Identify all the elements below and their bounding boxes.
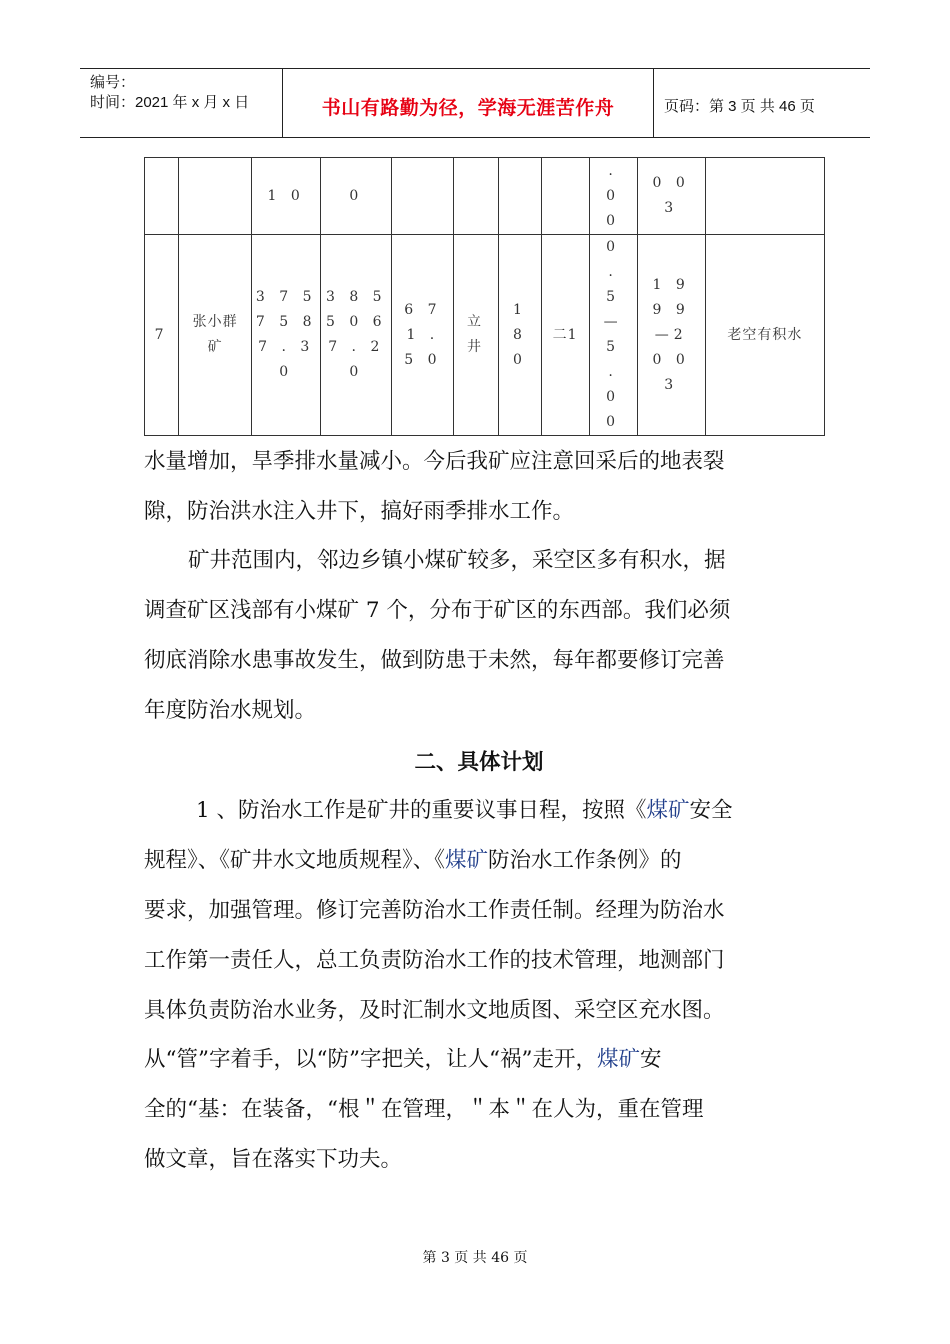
paragraph-line: 调查矿区浅部有小煤矿 7 个，分布于矿区的东西部。我们必须 <box>144 598 731 623</box>
table-cell: 0 . 5 — 5 . 0 0 <box>589 235 637 436</box>
header-page-cell <box>654 69 870 137</box>
table-cell: 7 <box>145 235 179 436</box>
table-cell: 1 8 0 <box>499 235 541 436</box>
table-cell <box>499 158 541 235</box>
page-header <box>80 68 870 138</box>
table-cell: 3 7 5 7 5 8 7 . 3 0 <box>252 235 321 436</box>
paragraph-line: 1 、防治水工作是矿井的重要议事日程，按照《煤矿安全 <box>196 798 733 823</box>
paragraph-line: 矿井范围内，邻边乡镇小煤矿较多，采空区多有积水，据 <box>188 548 726 573</box>
table-cell: . 0 0 <box>589 158 637 235</box>
paragraph-line: 具体负责防治水业务，及时汇制水文地质图、采空区充水图。 <box>144 998 725 1023</box>
paragraph-line: 规程》、《矿井水文地质规程》、《煤矿防治水工作条例》的 <box>144 848 682 873</box>
table-cell <box>179 158 252 235</box>
header-motto-cell <box>283 69 654 137</box>
paragraph-line: 要求，加强管理。修订完善防治水工作责任制。经理为防治水 <box>144 898 725 923</box>
coal-mine-link[interactable]: 煤矿 <box>646 798 690 823</box>
table-row <box>145 158 825 235</box>
paragraph-line: 水量增加，旱季排水量减小。今后我矿应注意回采后的地表裂 <box>144 449 725 474</box>
page-number-label: 页码：第 3 页 共 46 页 <box>664 98 815 115</box>
table-cell: 0 0 3 <box>637 158 705 235</box>
number-label: 编号： <box>90 74 136 91</box>
table-cell: 张小群 矿 <box>179 235 252 436</box>
table-cell <box>145 158 179 235</box>
paragraph-line: 工作第一责任人，总工负责防治水工作的技术管理，地测部门 <box>144 948 725 973</box>
paragraph-line: 年度防治水规划。 <box>144 698 317 723</box>
table-cell <box>454 158 499 235</box>
table-cell: 立 井 <box>454 235 499 436</box>
table-cell: 二1 <box>541 235 589 436</box>
mine-table <box>144 157 825 436</box>
paragraph-line: 隙，防治洪水注入井下，搞好雨季排水工作。 <box>144 499 575 524</box>
table-cell <box>541 158 589 235</box>
table-cell: 0 <box>321 158 392 235</box>
table-cell: 1 0 <box>252 158 321 235</box>
header-meta-cell <box>80 69 283 137</box>
table-row <box>145 235 825 436</box>
paragraph-line: 全的“基：在装备，“根＂在管理，＂本＂在人为，重在管理 <box>144 1097 704 1122</box>
coal-mine-link[interactable]: 煤矿 <box>596 1047 640 1072</box>
table-cell <box>392 158 454 235</box>
date-label: 时间：2021 年 x 月 x 日 <box>90 94 250 111</box>
paragraph-line: 彻底消除水患事故发生，做到防患于未然，每年都要修订完善 <box>144 648 725 673</box>
table-cell: 6 7 1 . 5 0 <box>392 235 454 436</box>
table-cell: 1 9 9 9 —2 0 0 3 <box>637 235 705 436</box>
table-cell: 老空有积水 <box>705 235 824 436</box>
page-footer: 第 3 页 共 46 页 <box>422 1250 528 1266</box>
coal-mine-link[interactable]: 煤矿 <box>445 848 489 873</box>
section-heading: 二、具体计划 <box>414 750 544 775</box>
table-cell: 3 8 5 5 0 6 7 . 2 0 <box>321 235 392 436</box>
paragraph-line: 做文章，旨在落实下功夫。 <box>144 1147 403 1172</box>
paragraph-line: 从“管”字着手，以“防”字把关，让人“祸”走开，煤矿安 <box>144 1047 662 1072</box>
table-cell <box>705 158 824 235</box>
motto: 书山有路勤为径，学海无涯苦作舟 <box>321 97 615 119</box>
